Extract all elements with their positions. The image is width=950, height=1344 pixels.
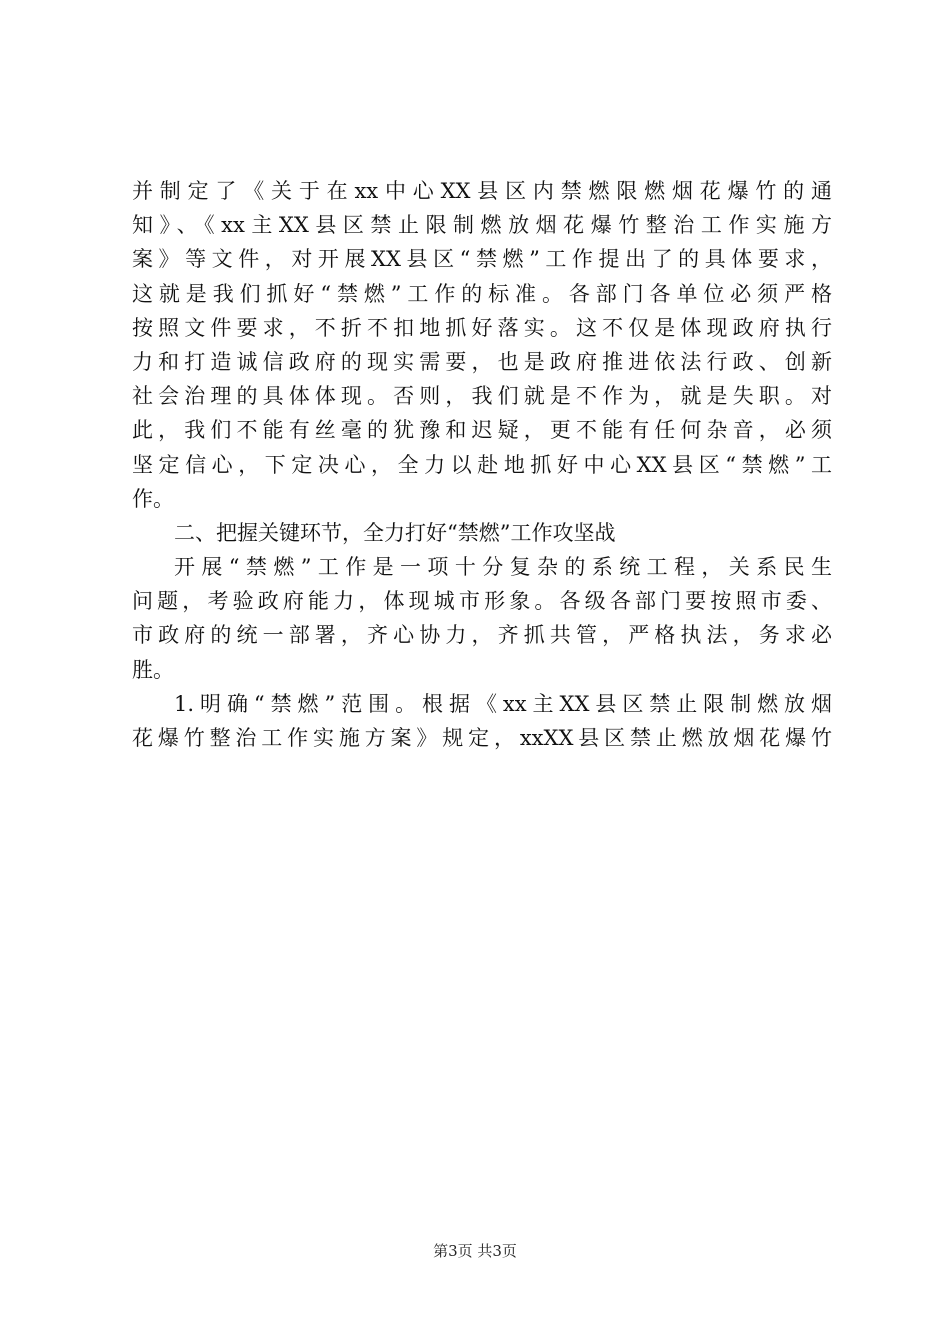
paragraph-line: 花爆竹整治工作实施方案》规定，xxXX县区禁止燃放烟花爆竹	[132, 726, 832, 750]
paragraph-line: 市政府的统一部署，齐心协力，齐抓共管，严格执法，务求必	[132, 623, 832, 648]
paragraph-line: 社会治理的具体体现。否则，我们就是不作为，就是失职。对	[132, 384, 832, 409]
paragraph-line: 作。	[132, 486, 174, 511]
paragraph-line: 坚定信心，下定决心，全力以赴地抓好中心XX县区“禁燃”工	[132, 452, 832, 477]
paragraph-line: 并制定了《关于在xx中心XX县区内禁燃限燃烟花爆竹的通	[132, 179, 832, 203]
paragraph-line: 知》、《xx主XX县区禁止限制燃放烟花爆竹整治工作实施方	[132, 213, 832, 238]
paragraph-line: 案》等文件，对开展XX县区“禁燃”工作提出了的具体要求，	[132, 247, 832, 272]
paragraph-line: 力和打造诚信政府的现实需要，也是政府推进依法行政、创新	[132, 349, 832, 374]
page-number-footer: 第3页 共3页	[433, 1242, 517, 1260]
document-body	[132, 174, 832, 755]
paragraph-line: 1.明确“禁燃”范围。根据《xx主XX县区禁止限制燃放烟	[174, 691, 832, 716]
section-heading: 二、把握关键环节，全力打好“禁燃”工作攻坚战	[174, 520, 616, 545]
paragraph-line: 按照文件要求，不折不扣地抓好落实。这不仅是体现政府执行	[132, 315, 832, 340]
paragraph-line: 开展“禁燃”工作是一项十分复杂的系统工程，关系民生	[174, 555, 832, 580]
paragraph-line: 这就是我们抓好“禁燃”工作的标准。各部门各单位必须严格	[132, 281, 832, 306]
paragraph-line: 此，我们不能有丝毫的犹豫和迟疑，更不能有任何杂音，必须	[132, 418, 832, 443]
paragraph-line: 问题，考验政府能力，体现城市形象。各级各部门要按照市委、	[132, 589, 832, 614]
paragraph-line: 胜。	[132, 657, 174, 682]
